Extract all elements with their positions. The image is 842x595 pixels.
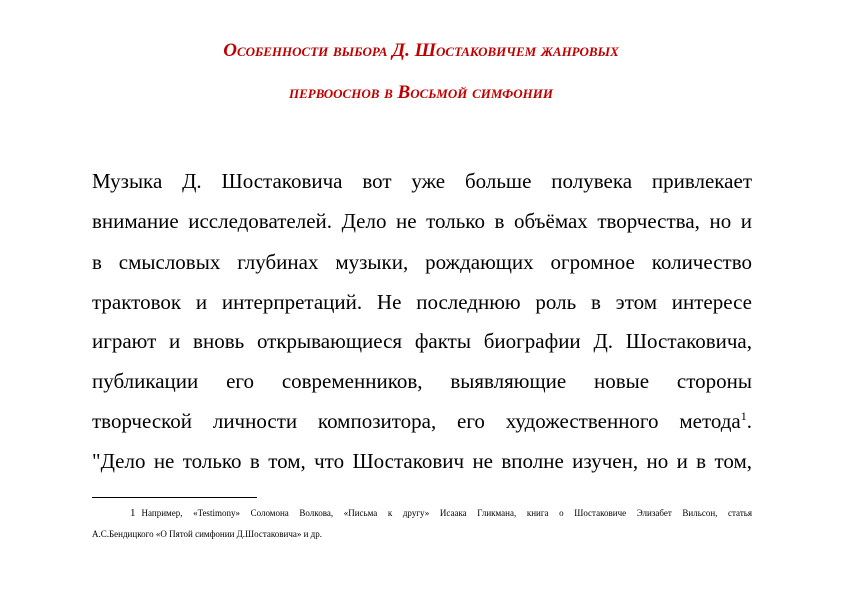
body-line-2: внимание исследователей. Дело не только в объёмах творчества, но и (92, 209, 752, 233)
footnote-separator (92, 497, 257, 498)
body-line-7-text: творческой личности композитора, его художественного метода (92, 409, 741, 433)
body-line-3: в смысловых глубинах музыки, рождающих огромное количество (92, 250, 752, 274)
title-line-2: первооснов в Восьмой симфонии (288, 82, 554, 103)
footnote-number: 1 (130, 507, 136, 519)
footnote-line-2: А.С.Бендицкого «О Пятой симфонии Д.Шостаковича» и др. (92, 529, 323, 539)
body-line-7 (92, 408, 752, 434)
body-line-1: Музыка Д. Шостаковича вот уже больше полувека привлекает (92, 169, 752, 193)
body-line-8: "Дело не только в том, что Шостакович не вполне изучен, но и в том, (92, 449, 752, 473)
body-line-6: публикации его современников, выявляющие новые стороны (92, 369, 752, 393)
body-line-4: трактовок и интерпретаций. Не последнюю роль в этом интересе (92, 290, 752, 314)
footnote-line-1 (92, 507, 752, 519)
body-line-7-end: . (746, 409, 752, 433)
footnote-reference: 1 (740, 409, 747, 423)
footnote-line-1-text: Например, «Testimony» Соломона Волкова, «Письма к другу» Исаака Гликмана, книга о Шостаковиче Элизабет Вильсон, статья (141, 508, 752, 518)
title-line-1: Особенности выбора Д. Шостаковичем жанровых (223, 40, 619, 61)
body-line-5: играют и вновь открывающиеся факты биографии Д. Шостаковича, (92, 329, 752, 353)
